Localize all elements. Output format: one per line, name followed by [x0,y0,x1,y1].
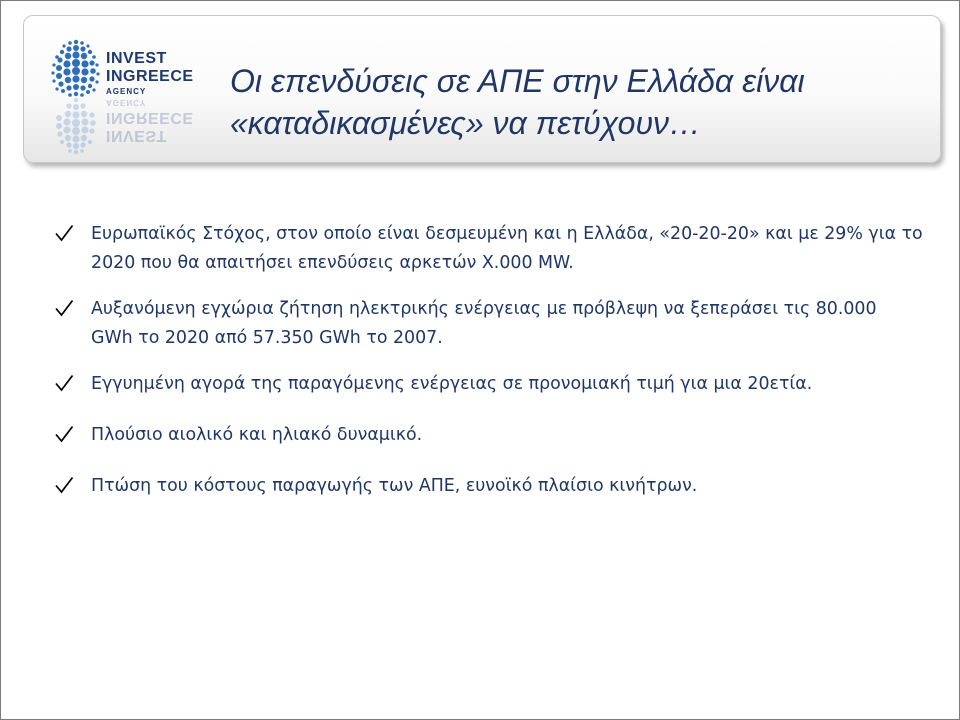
checkmark-icon [53,474,75,496]
title-banner [23,15,941,163]
bullet-item [53,421,923,450]
slide-title [230,60,920,144]
logo-text-agency: AGENCY [106,87,147,96]
slide-title-line-1: Οι επενδύσεις σε ΑΠΕ στην Ελλάδα είναι [230,63,805,99]
invest-in-greece-logo [50,38,222,154]
bullet-item [53,220,923,278]
bullet-text: Πλούσιο αιολικό και ηλιακό δυναμικό. [91,425,423,445]
logo-reflection-text-ingreece: INGREECE [106,109,194,126]
logo-reflection-text-agency: AGENCY [106,98,147,107]
slide-title-line-2: «καταδικασμένες» να πετύχουν… [230,105,702,141]
logo-reflection [50,96,222,154]
bullet-text: Αυξανόμενη εγχώρια ζήτηση ηλεκτρικής ενέργειας με πρόβλεψη να ξεπεράσει τις 80.000 GWh το 2020 από 57.350 GWh το 2007. [91,299,877,348]
bullet-item [53,295,923,353]
bullet-list [53,220,923,501]
checkmark-icon [53,372,75,394]
logo-reflection-text-invest: INVEST [106,127,167,144]
logo-text-invest: INVEST [106,50,167,67]
globe-dots-icon [50,38,102,98]
checkmark-icon [53,297,75,319]
bullet-text: Εγγυημένη αγορά της παραγόμενης ενέργειας σε προνομιακή τιμή για μια 20ετία. [91,374,813,394]
bullet-text: Πτώση του κόστους παραγωγής των ΑΠΕ, ευνοϊκό πλαίσιο κινήτρων. [91,476,698,496]
checkmark-icon [53,222,75,244]
logo-text-ingreece: INGREECE [106,68,194,85]
bullet-text: Ευρωπαϊκός Στόχος, στον οποίο είναι δεσμευμένη και η Ελλάδα, «20-20-20» και με 29% για το 2020 που θα απαιτήσει επενδύσεις αρκετών Χ.000 MW. [91,224,923,273]
bullet-item [53,370,923,399]
checkmark-icon [53,423,75,445]
bullet-item [53,472,923,501]
globe-dots-reflection-icon [50,96,102,154]
